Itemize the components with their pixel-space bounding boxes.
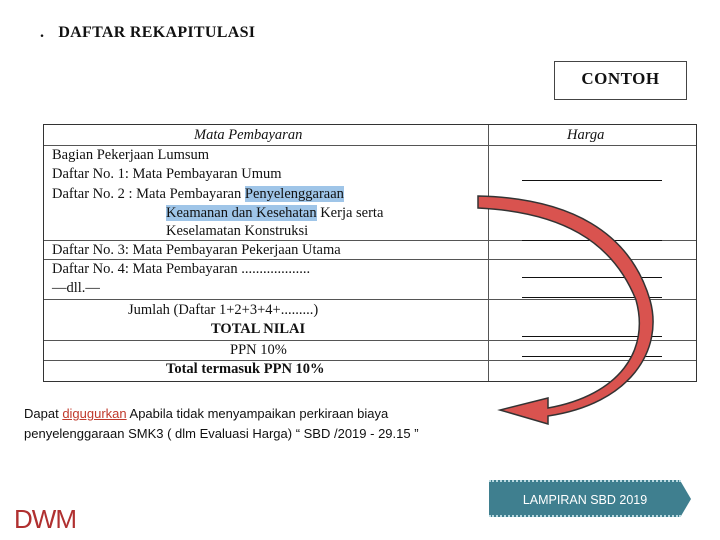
row-daftar-2: Daftar No. 2 : Mata Pembayaran Penyelenggaraan — [52, 186, 344, 202]
note-line-2: penyelenggaraan SMK3 ( dlm Evaluasi Harga) “ SBD /2019 - 29.15 ” — [24, 426, 419, 441]
row-dll: —dll.— — [52, 280, 100, 296]
highlight-penyelenggaraan: Penyelenggaraan — [244, 186, 344, 202]
row-ppn: PPN 10% — [230, 342, 287, 358]
row-daftar-2-line3: Keselamatan Konstruksi — [166, 223, 309, 239]
note-text: Dapat digugurkan Apabila tidak menyampaikan perkiraan biaya penyelenggaraan SMK3 ( dlm Evaluasi Harga) “ SBD /2019 - 29.15 ” — [24, 404, 419, 444]
note-highlight: digugurkan — [62, 406, 127, 421]
arrow-shape — [478, 196, 653, 424]
dwm-logo: DWM — [14, 504, 76, 534]
lampiran-badge: LAMPIRAN SBD 2019 — [489, 480, 681, 517]
row-daftar-4: Daftar No. 4: Mata Pembayaran ................... — [52, 261, 311, 277]
header-harga: Harga — [567, 127, 605, 143]
row-total-nilai: TOTAL NILAI — [211, 321, 306, 337]
contoh-box: CONTOH — [554, 61, 687, 100]
row-daftar-3: Daftar No. 3: Mata Pembayaran Pekerjaan Utama — [52, 242, 341, 258]
highlight-keamanan: Keamanan dan Kesehatan — [166, 205, 317, 221]
bullet-dot: . — [40, 24, 45, 41]
row-jumlah: Jumlah (Daftar 1+2+3+4+.........) — [128, 302, 319, 318]
row-lumsum: Bagian Pekerjaan Lumsum — [52, 147, 210, 163]
row-total-ppn: Total termasuk PPN 10% — [166, 361, 325, 377]
row-daftar-1: Daftar No. 1: Mata Pembayaran Umum — [52, 166, 282, 182]
header-mata-pembayaran: Mata Pembayaran — [194, 127, 303, 143]
row-daftar-2-line2: Keamanan dan Kesehatan Kerja serta — [166, 205, 384, 221]
title-text: DAFTAR REKAPITULASI — [58, 24, 256, 41]
